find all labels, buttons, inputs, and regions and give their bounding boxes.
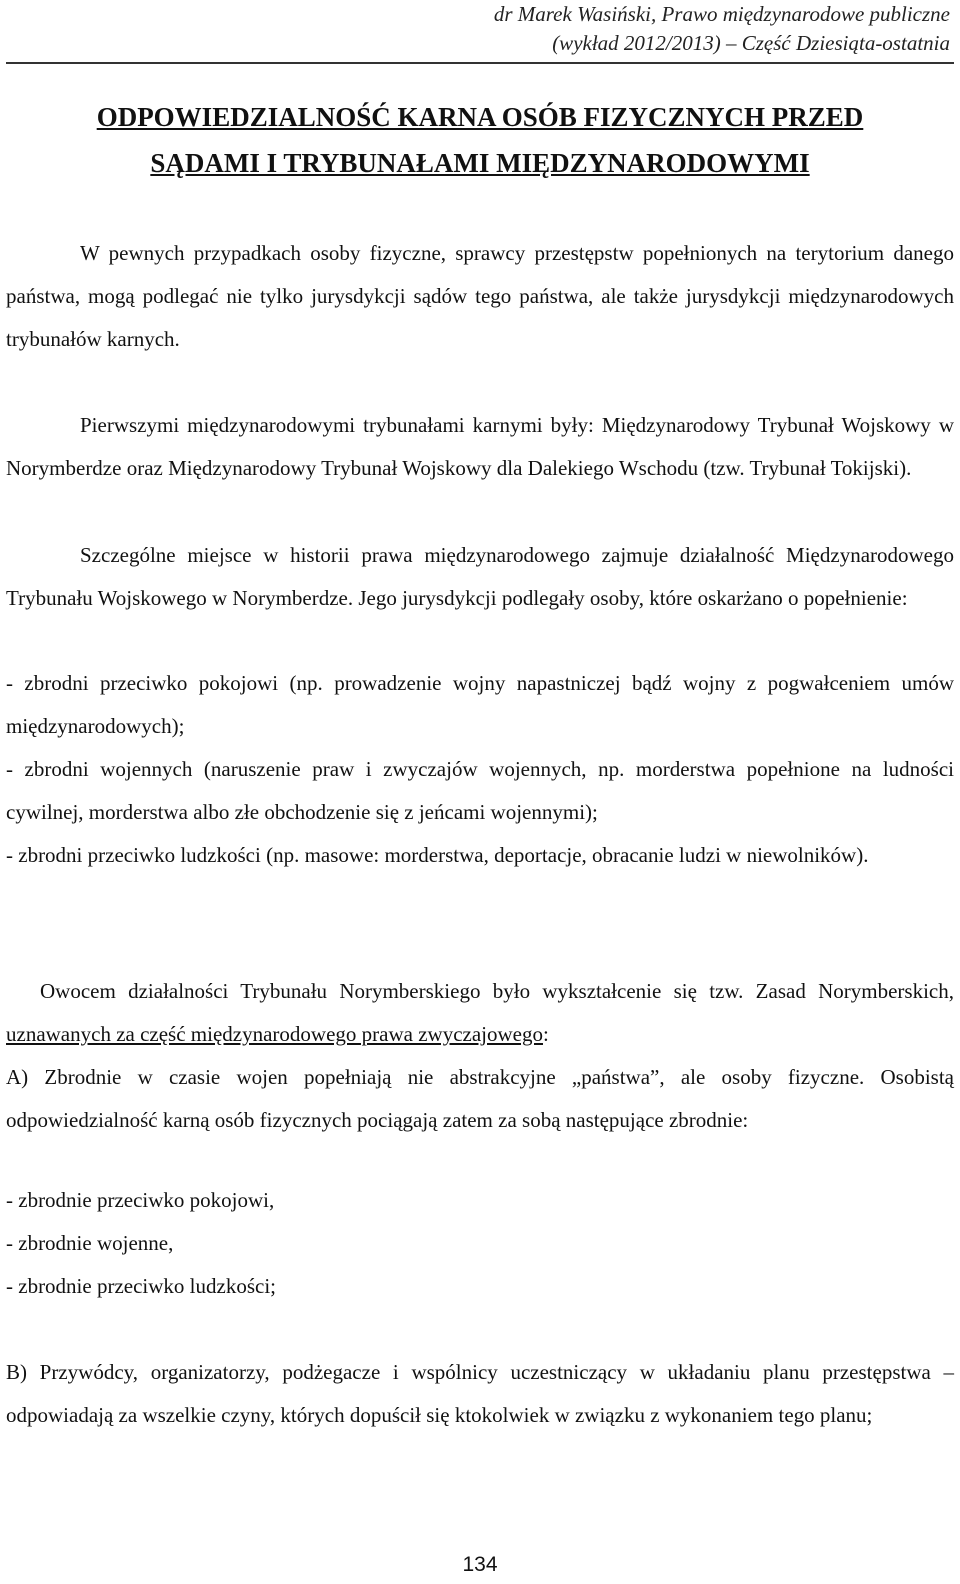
chapter-title [20, 94, 940, 186]
principle-a: A) Zbrodnie w czasie wojen popełniają nie abstrakcyjne „państwa”, ale osoby fizyczne. Osobistą odpowiedzialność karną osób fizycznych pociągają zatem za sobą następujące zbrodnie: [6, 1065, 954, 1132]
list-item-a-war: - zbrodnie wojenne, [6, 1231, 174, 1255]
list-item-a-peace: - zbrodnie przeciwko pokojowi, [6, 1188, 275, 1212]
principles-text-start: Owocem działalności Trybunału Norymberskiego było wykształcenie się tzw. Zasad Norymberskich, [40, 979, 954, 1003]
paragraph-nuremberg-jurisdiction: Szczególne miejsce w historii prawa międzynarodowego zajmuje działalność Międzynarodowego Trybunału Wojskowego w Norymberdze. Jego jurysdykcji podlegały osoby, które oskarżano o popełnienie: [6, 543, 954, 610]
chapter-title-line-2: SĄDAMI I TRYBUNAŁAMI MIĘDZYNARODOWYMI [150, 148, 810, 178]
list-item-war-crimes: - zbrodni wojennych (naruszenie praw i zwyczajów wojennych, np. morderstwa popełnione na ludności cywilnej, morderstwa albo złe obchodzenie się z jeńcami wojennymi); [6, 757, 954, 824]
principles-underlined-phrase: uznawanych za część międzynarodowego prawa zwyczajowego [6, 1022, 543, 1046]
header-divider [6, 62, 954, 64]
header-lecture-line: (wykład 2012/2013) – Część Dziesiąta-ostatnia [552, 31, 950, 55]
chapter-title-line-1: ODPOWIEDZIALNOŚĆ KARNA OSÓB FIZYCZNYCH PRZED [96, 102, 864, 132]
paragraph-intro: W pewnych przypadkach osoby fizyczne, sprawcy przestępstw popełnionych na terytorium danego państwa, mogą podlegać nie tylko jurysdykcji sądów tego państwa, ale także jurysdykcji międzynarodowych trybunałów karnych. [6, 241, 954, 351]
principles-text-end: : [542, 1022, 549, 1046]
list-item-a-humanity: - zbrodnie przeciwko ludzkości; [6, 1274, 276, 1298]
list-item-crimes-against-peace: - zbrodni przeciwko pokojowi (np. prowadzenie wojny napastniczej bądź wojny z pogwałceniem umów międzynarodowych); [6, 671, 954, 738]
paragraph-first-tribunals: Pierwszymi międzynarodowymi trybunałami karnymi były: Międzynarodowy Trybunał Wojskowy w Norymberdze oraz Międzynarodowy Trybunał Wojskowy dla Dalekiego Wschodu (tzw. Trybunał Tokijski). [6, 413, 954, 480]
header-author-line: dr Marek Wasiński, Prawo międzynarodowe publiczne [493, 2, 950, 26]
page-number: 134 [462, 1553, 498, 1576]
running-header [190, 0, 950, 58]
paragraph-nuremberg-principles [6, 970, 954, 1056]
principle-b: B) Przywódcy, organizatorzy, podżegacze i wspólnicy uczestniczący w układaniu planu przestępstwa – odpowiadają za wszelkie czyny, których dopuścił się ktokolwiek w związku z wykonaniem tego planu; [6, 1360, 954, 1427]
list-item-crimes-against-humanity: - zbrodni przeciwko ludzkości (np. masowe: morderstwa, deportacje, obracanie ludzi w niewolników). [6, 843, 869, 867]
